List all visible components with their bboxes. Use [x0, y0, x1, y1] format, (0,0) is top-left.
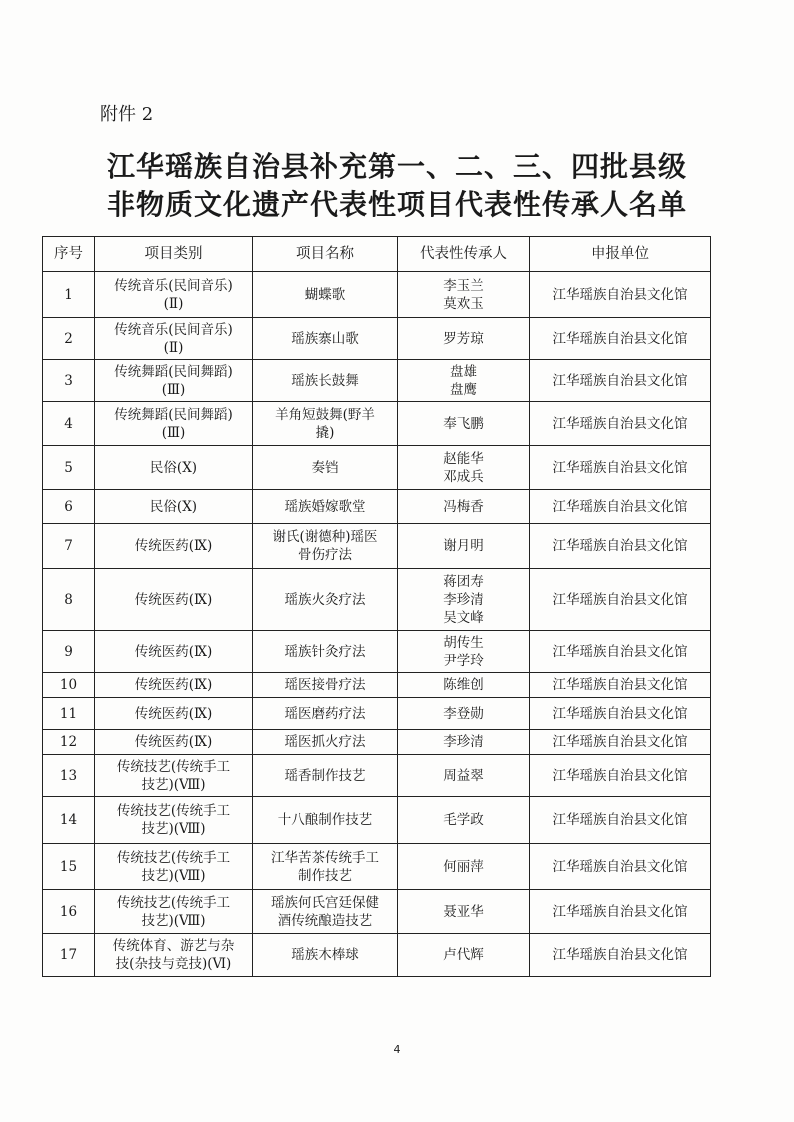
table-row	[43, 569, 711, 631]
table-row	[43, 360, 711, 402]
cell-inheritor: 冯梅香	[398, 490, 530, 524]
cell-number: 8	[43, 569, 95, 631]
cell-inheritor: 毛学政	[398, 797, 530, 844]
cell-inheritor: 聂亚华	[398, 890, 530, 934]
cell-number: 2	[43, 318, 95, 360]
cell-project: 瑶族婚嫁歌堂	[253, 490, 398, 524]
cell-unit: 江华瑶族自治县文化馆	[530, 524, 711, 569]
cell-project: 瑶族寨山歌	[253, 318, 398, 360]
cell-unit: 江华瑶族自治县文化馆	[530, 318, 711, 360]
header-project-name: 项目名称	[253, 237, 398, 272]
cell-inheritor: 卢代辉	[398, 934, 530, 977]
table-row	[43, 673, 711, 698]
cell-inheritor: 周益翠	[398, 755, 530, 797]
cell-unit: 江华瑶族自治县文化馆	[530, 755, 711, 797]
table-row	[43, 446, 711, 490]
cell-unit: 江华瑶族自治县文化馆	[530, 890, 711, 934]
cell-category: 传统医药(Ⅸ)	[95, 698, 253, 730]
header-category: 项目类别	[95, 237, 253, 272]
table-row	[43, 844, 711, 890]
cell-project: 瑶族针灸疗法	[253, 631, 398, 673]
cell-category: 传统医药(Ⅸ)	[95, 673, 253, 698]
cell-number: 11	[43, 698, 95, 730]
cell-number: 12	[43, 730, 95, 755]
header-number: 序号	[43, 237, 95, 272]
attachment-label: 附件 2	[100, 104, 154, 125]
cell-category: 传统舞蹈(民间舞蹈) (Ⅲ)	[95, 402, 253, 446]
cell-number: 10	[43, 673, 95, 698]
cell-unit: 江华瑶族自治县文化馆	[530, 490, 711, 524]
cell-category: 民俗(Ⅹ)	[95, 490, 253, 524]
cell-project: 十八酿制作技艺	[253, 797, 398, 844]
cell-category: 传统舞蹈(民间舞蹈) (Ⅲ)	[95, 360, 253, 402]
cell-number: 9	[43, 631, 95, 673]
table-header-row	[43, 237, 711, 272]
cell-project: 羊角短鼓舞(野羊 撬)	[253, 402, 398, 446]
cell-category: 传统医药(Ⅸ)	[95, 631, 253, 673]
cell-number: 4	[43, 402, 95, 446]
cell-project: 瑶医磨药疗法	[253, 698, 398, 730]
cell-unit: 江华瑶族自治县文化馆	[530, 569, 711, 631]
cell-unit: 江华瑶族自治县文化馆	[530, 402, 711, 446]
cell-inheritor: 胡传生 尹学玲	[398, 631, 530, 673]
table-row	[43, 730, 711, 755]
cell-category: 传统音乐(民间音乐) (Ⅱ)	[95, 318, 253, 360]
cell-inheritor: 李登勋	[398, 698, 530, 730]
cell-unit: 江华瑶族自治县文化馆	[530, 844, 711, 890]
table-row	[43, 934, 711, 977]
inheritor-table	[42, 236, 711, 977]
cell-category: 传统医药(Ⅸ)	[95, 524, 253, 569]
table-row	[43, 890, 711, 934]
cell-number: 7	[43, 524, 95, 569]
table-row	[43, 631, 711, 673]
cell-project: 瑶香制作技艺	[253, 755, 398, 797]
cell-number: 14	[43, 797, 95, 844]
title-line-1: 江华瑶族自治县补充第一、二、三、四批县级	[106, 150, 687, 183]
cell-category: 传统医药(Ⅸ)	[95, 730, 253, 755]
document-title	[0, 148, 794, 224]
page-number: 4	[393, 1043, 401, 1056]
cell-number: 17	[43, 934, 95, 977]
header-inheritor: 代表性传承人	[398, 237, 530, 272]
cell-inheritor: 李玉兰 莫欢玉	[398, 272, 530, 318]
cell-unit: 江华瑶族自治县文化馆	[530, 446, 711, 490]
cell-inheritor: 何丽萍	[398, 844, 530, 890]
cell-inheritor: 奉飞鹏	[398, 402, 530, 446]
cell-category: 传统技艺(传统手工 技艺)(Ⅷ)	[95, 755, 253, 797]
cell-project: 瑶医接骨疗法	[253, 673, 398, 698]
table-row	[43, 490, 711, 524]
cell-number: 13	[43, 755, 95, 797]
cell-unit: 江华瑶族自治县文化馆	[530, 631, 711, 673]
cell-project: 蝴蝶歌	[253, 272, 398, 318]
cell-unit: 江华瑶族自治县文化馆	[530, 797, 711, 844]
cell-unit: 江华瑶族自治县文化馆	[530, 730, 711, 755]
cell-project: 江华苦茶传统手工 制作技艺	[253, 844, 398, 890]
table-row	[43, 318, 711, 360]
cell-inheritor: 陈维创	[398, 673, 530, 698]
cell-unit: 江华瑶族自治县文化馆	[530, 360, 711, 402]
cell-number: 16	[43, 890, 95, 934]
cell-number: 15	[43, 844, 95, 890]
cell-project: 瑶族何氏宫廷保健 酒传统酿造技艺	[253, 890, 398, 934]
cell-project: 谢氏(谢德种)瑶医 骨伤疗法	[253, 524, 398, 569]
cell-category: 民俗(Ⅹ)	[95, 446, 253, 490]
cell-number: 1	[43, 272, 95, 318]
table-row	[43, 402, 711, 446]
title-line-2: 非物质文化遗产代表性项目代表性传承人名单	[106, 188, 687, 221]
cell-project: 瑶族长鼓舞	[253, 360, 398, 402]
cell-number: 5	[43, 446, 95, 490]
cell-project: 瑶族木棒球	[253, 934, 398, 977]
cell-inheritor: 谢月明	[398, 524, 530, 569]
table-row	[43, 272, 711, 318]
table-row	[43, 797, 711, 844]
table-row	[43, 755, 711, 797]
cell-unit: 江华瑶族自治县文化馆	[530, 934, 711, 977]
cell-category: 传统音乐(民间音乐) (Ⅱ)	[95, 272, 253, 318]
cell-number: 6	[43, 490, 95, 524]
cell-inheritor: 盘雄 盘鹰	[398, 360, 530, 402]
cell-project: 瑶族火灸疗法	[253, 569, 398, 631]
cell-unit: 江华瑶族自治县文化馆	[530, 272, 711, 318]
cell-unit: 江华瑶族自治县文化馆	[530, 698, 711, 730]
cell-inheritor: 赵能华 邓成兵	[398, 446, 530, 490]
cell-category: 传统体育、游艺与杂 技(杂技与竞技)(Ⅵ)	[95, 934, 253, 977]
header-unit: 申报单位	[530, 237, 711, 272]
cell-number: 3	[43, 360, 95, 402]
cell-project: 瑶医抓火疗法	[253, 730, 398, 755]
cell-unit: 江华瑶族自治县文化馆	[530, 673, 711, 698]
cell-category: 传统技艺(传统手工 技艺)(Ⅷ)	[95, 844, 253, 890]
cell-inheritor: 蒋团寿 李珍清 吴文峰	[398, 569, 530, 631]
cell-category: 传统技艺(传统手工 技艺)(Ⅷ)	[95, 890, 253, 934]
cell-project: 奏铛	[253, 446, 398, 490]
table-row	[43, 698, 711, 730]
cell-inheritor: 罗芳琼	[398, 318, 530, 360]
cell-inheritor: 李珍清	[398, 730, 530, 755]
cell-category: 传统医药(Ⅸ)	[95, 569, 253, 631]
cell-category: 传统技艺(传统手工 技艺)(Ⅷ)	[95, 797, 253, 844]
table-row	[43, 524, 711, 569]
